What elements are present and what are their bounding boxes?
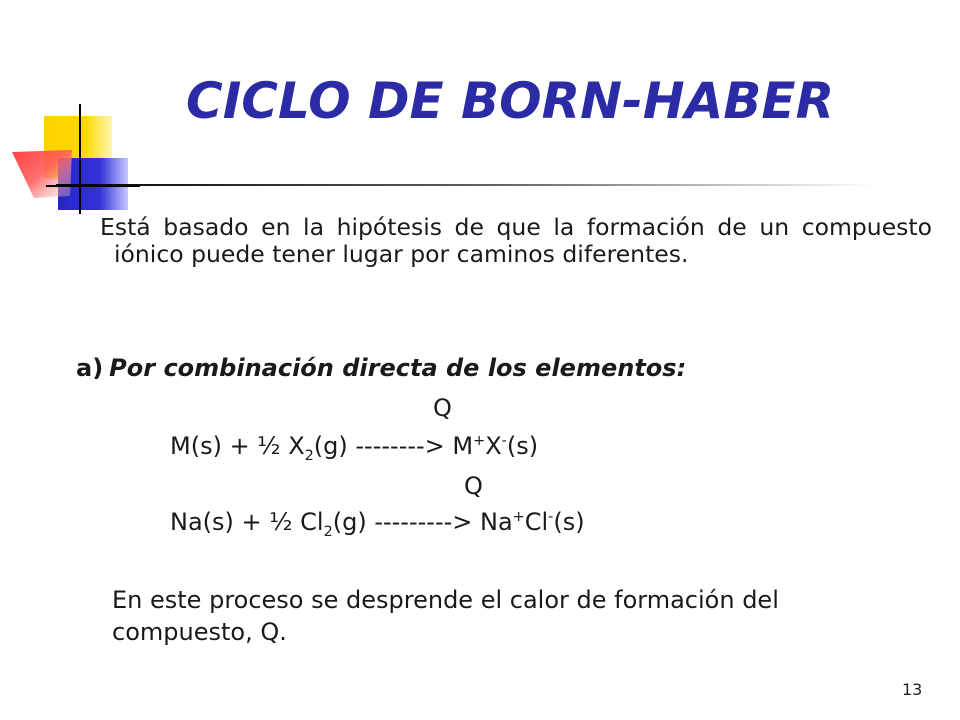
eq2-subscript: 2 bbox=[323, 523, 333, 540]
equation-general bbox=[170, 432, 538, 464]
page-number: 13 bbox=[902, 680, 923, 699]
subheading bbox=[76, 354, 686, 382]
eq1-anion-charge: - bbox=[501, 433, 507, 449]
eq1-right: (s) bbox=[506, 432, 539, 460]
subheading-letter: a) bbox=[76, 354, 104, 382]
subheading-text: Por combinación directa de los elementos: bbox=[109, 354, 687, 382]
heat-label-1: Q bbox=[433, 394, 452, 422]
eq2-cation-charge: + bbox=[512, 509, 525, 525]
intro-paragraph: Está basado en la hipótesis de que la formación de un compuesto iónico puede tener lugar por caminos diferentes. bbox=[100, 213, 932, 268]
eq1-left: M(s) + ½ X bbox=[170, 432, 305, 460]
eq2-right: (s) bbox=[553, 508, 585, 536]
eq2-anion-charge: - bbox=[548, 509, 554, 525]
closing-paragraph: En este proceso se desprende el calor de formación del compuesto, Q. bbox=[112, 586, 779, 646]
heat-label-2: Q bbox=[464, 472, 483, 500]
eq1-subscript: 2 bbox=[304, 447, 314, 464]
eq1-anion: X bbox=[485, 432, 502, 460]
eq2-left: Na(s) + ½ Cl bbox=[170, 508, 324, 536]
slide-title: CICLO DE BORN-HABER bbox=[186, 72, 835, 130]
eq2-middle: (g) ---------> Na bbox=[332, 508, 513, 536]
eq2-anion: Cl bbox=[524, 508, 549, 536]
decorative-squares-logo bbox=[0, 0, 140, 230]
eq1-cation-charge: + bbox=[473, 433, 486, 449]
equation-nacl bbox=[170, 508, 585, 540]
title-underline bbox=[56, 184, 876, 186]
eq1-middle: (g) --------> M bbox=[313, 432, 474, 460]
